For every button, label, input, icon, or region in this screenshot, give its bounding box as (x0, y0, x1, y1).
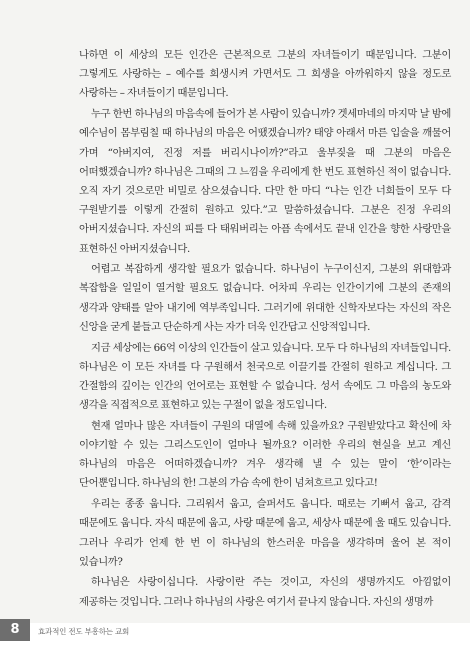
running-title: 효과적인 전도 부흥하는 교회 (38, 627, 130, 636)
paragraph-6: 우리는 종종 웁니다. 그리워서 웁고, 슬퍼서도 웁니다. 때로는 기뻐서 웁고, 감격 때문에도 웁니다. 자식 때문에 웁고, 사랑 때문에 웁고, 세상사 때문에 울 때도 있습니다. 그러나 우리가 언제 한 번 이 하나님의 한스러운 마음을 생각하며 울어 본 적이 있습니까? (79, 498, 451, 568)
paragraph-3: 어렵고 복잡하게 생각할 필요가 없습니다. 하나님이 누구이신지, 그분의 위대함과 복잡함을 일일이 열거할 필요도 없습니다. 어차피 우리는 인간이기에 그분의 존재의 생각과 양태를 알아 내기에 역부족입니다. 그러기에 위대한 신학자보다는 자신의 작은 신앙을 굳게 붙들고 단순하게 사는 자가 더욱 인간답고 신앙적입니다. (79, 263, 451, 333)
paragraph-7: 하나님은 사랑이십니다. 사랑이란 주는 것이고, 자신의 생명까지도 아낌없이 제공하는 것입니다. 그러나 하나님의 사랑은 여기서 끝나지 않습니다. 자신의 생명까 (79, 576, 451, 608)
paragraph-2: 누구 한번 하나님의 마음속에 들어가 본 사람이 있습니까? 겟세마네의 마지막 날 밤에 예수님이 몸부림칠 때 하나님의 마음은 어땠겠습니까? 태양 아래서 마른 입술을 깨물어 가며 “아버지여, 진정 저를 버리시나이까?”라고 울부짖을 때 그분의 마음은 어떠했겠습니까? 하나님은 그때의 그 느낌을 우리에게 한 번도 표현하신 적이 없습니다. 오직 자기 것으로만 비밀로 삼으셨습니다. 다만 한 마디 “나는 인간 너희들이 모두 다 구원받기를 이렇게 간절히 원하고 있다.”고 말씀하셨습니다. 그분은 진정 우리의 아버지셨습니다. 자신의 피를 다 태워버리는 아픔 속에서도 끝내 인간을 향한 사랑만을 표현하신 아버지셨습니다. (79, 108, 451, 255)
page-number: 8 (0, 619, 30, 641)
paragraph-5: 현재 얼마나 많은 자녀들이 구원의 대열에 속해 있을까요? 구원받았다고 확신에 차 이야기할 수 있는 그리스도인이 얼마나 될까요? 이러한 우리의 현실을 보고 계신 하나님의 마음은 어떠하겠습니까? 겨우 생각해 낼 수 있는 말이 ‘한’이라는 단어뿐입니다. 하나님의 한! 그분의 가슴 속에 한이 넘쳐흐르고 있다고! (79, 419, 451, 490)
paragraph-4: 지금 세상에는 66억 이상의 인간들이 살고 있습니다. 모두 다 하나님의 자녀들입니다. 하나님은 이 모든 자녀를 다 구원해서 천국으로 이끌기를 간절히 원하고 계십니다. 그 간절함의 깊이는 인간의 언어로는 표현할 수 없습니다. 성서 속에도 그 마음의 농도와 생각을 직접적으로 표현하고 있는 구절이 없을 정도입니다. (79, 341, 451, 412)
page-footer (0, 623, 470, 657)
page-body (79, 46, 451, 613)
paragraph-1: 나하면 이 세상의 모든 인간은 근본적으로 그분의 자녀들이기 때문입니다. 그분이 그렇게도 사랑하는 – 예수를 희생시켜 가면서도 그 희생을 아까워하지 않을 정도로 사랑하는 – 자녀들이기 때문입니다. (79, 49, 451, 100)
